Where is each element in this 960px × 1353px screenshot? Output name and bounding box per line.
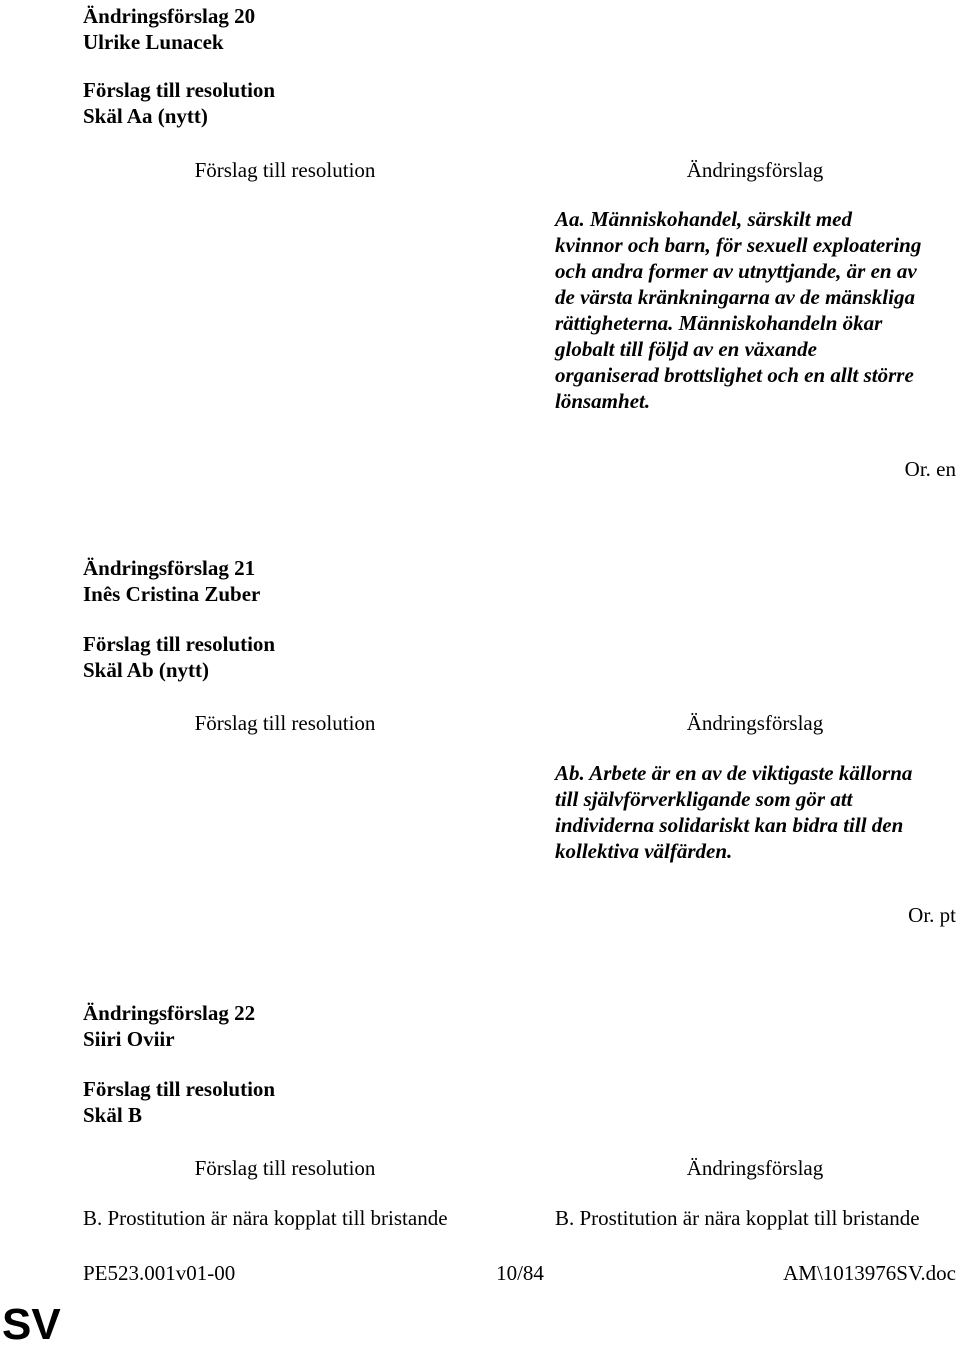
- amendment-section: Förslag till resolution: [83, 1077, 276, 1101]
- amendment-subsection: Skäl Aa (nytt): [83, 104, 208, 128]
- amendment-number: Ändringsförslag 21: [83, 556, 256, 580]
- text-line: organiserad brottslighet och en allt större: [555, 363, 914, 387]
- amendment-left-text: B. Prostitution är nära kopplat till bristande: [83, 1206, 448, 1230]
- amendment-subsection: Skäl B: [83, 1103, 142, 1127]
- amendment-number: Ändringsförslag 20: [83, 4, 256, 28]
- text-line: kollektiva välfärden.: [555, 839, 733, 863]
- amendment-section: Förslag till resolution: [83, 78, 276, 102]
- amendment-text: [555, 760, 960, 864]
- amendment-author: Ulrike Lunacek: [83, 30, 224, 54]
- text-line: individerna solidariskt kan bidra till den: [555, 813, 904, 837]
- amendment-author: Siiri Oviir: [83, 1027, 175, 1051]
- footer-page-number: 10/84: [496, 1261, 544, 1285]
- language-code: SV: [2, 1300, 61, 1349]
- column-header-left: Förslag till resolution: [194, 1156, 376, 1180]
- footer-file-name: AM\1013976SV.doc: [783, 1261, 956, 1285]
- text-line: kvinnor och barn, för sexuell exploatering: [555, 233, 922, 257]
- amendment-subsection: Skäl Ab (nytt): [83, 658, 210, 682]
- text-line: globalt till följd av en växande: [555, 337, 817, 361]
- original-language: Or. pt: [908, 903, 956, 927]
- text-line: och andra former av utnyttjande, är en av: [555, 259, 917, 283]
- text-line: Aa. Människohandel, särskilt med: [555, 207, 852, 231]
- amendment-right-text: B. Prostitution är nära kopplat till bristande: [555, 1206, 920, 1230]
- text-line: rättigheterna. Människohandeln ökar: [555, 311, 883, 335]
- text-line: lönsamhet.: [555, 389, 651, 413]
- footer-doc-ref: PE523.001v01-00: [83, 1261, 236, 1285]
- amendment-number: Ändringsförslag 22: [83, 1001, 256, 1025]
- text-line: de värsta kränkningarna av de mänskliga: [555, 285, 915, 309]
- column-header-left: Förslag till resolution: [194, 711, 376, 735]
- original-language: Or. en: [904, 457, 956, 481]
- amendment-section: Förslag till resolution: [83, 632, 276, 656]
- amendment-text: [555, 206, 960, 414]
- text-line: Ab. Arbete är en av de viktigaste källorna: [555, 761, 913, 785]
- amendment-author: Inês Cristina Zuber: [83, 582, 261, 606]
- text-line: till självförverkligande som gör att: [555, 787, 853, 811]
- column-header-right: Ändringsförslag: [686, 1156, 824, 1180]
- column-header-right: Ändringsförslag: [686, 158, 824, 182]
- column-header-right: Ändringsförslag: [686, 711, 824, 735]
- column-header-left: Förslag till resolution: [194, 158, 376, 182]
